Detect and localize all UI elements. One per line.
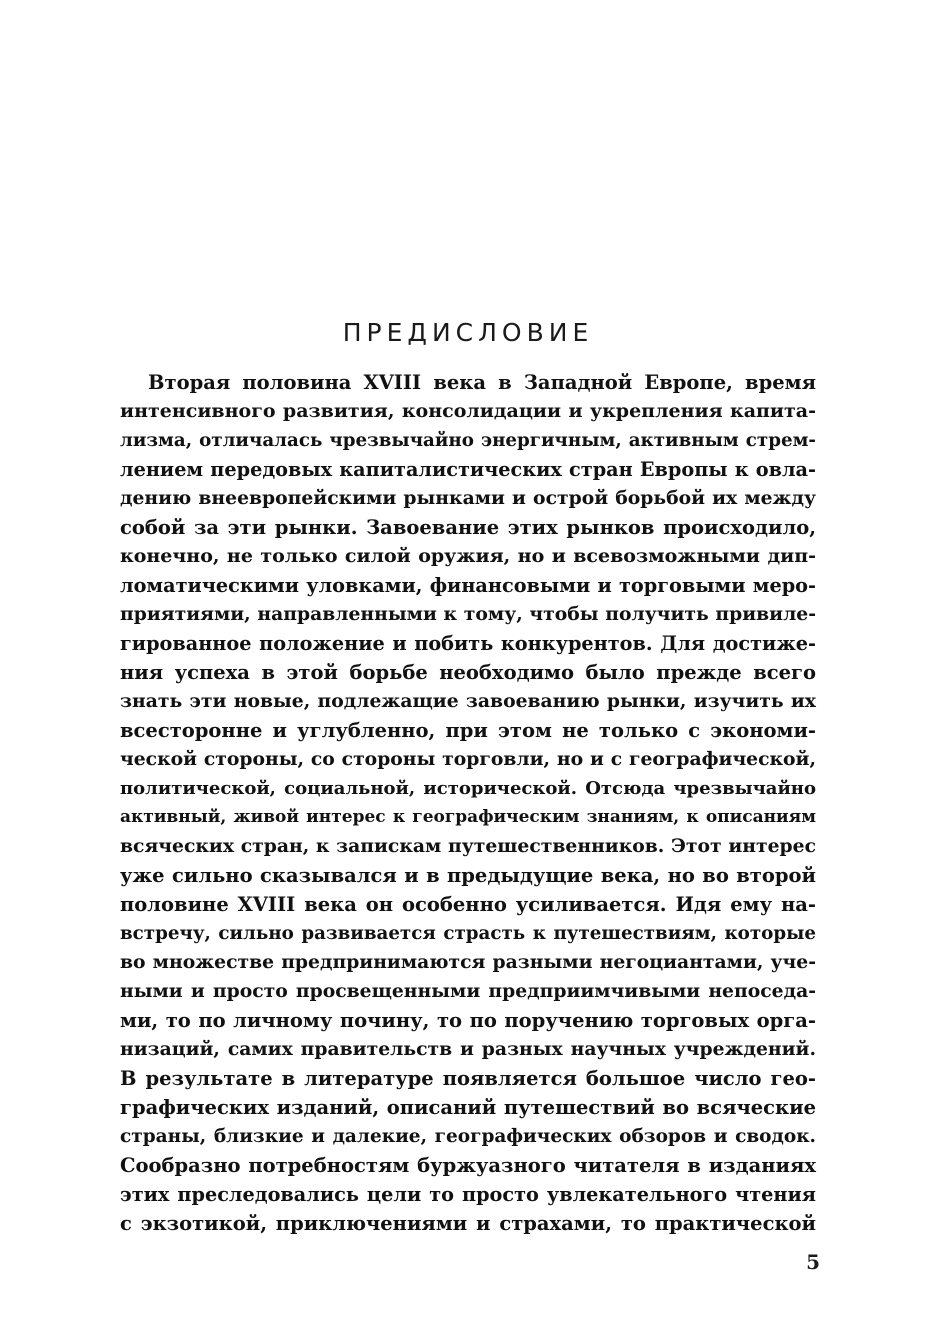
text-line: Вторая половина XVIII века в Западной Европе, время xyxy=(148,371,816,394)
text-line: этих преследовались цели то просто увлекательного чтения xyxy=(120,1183,816,1206)
text-line: половине XVIII века он особенно усиливается. Идя ему на- xyxy=(120,893,816,916)
text-line: собой за эти рынки. Завоевание этих рынков происходило, xyxy=(120,516,816,539)
text-line: встречу, сильно развивается страсть к путешествиям, которые xyxy=(120,923,816,944)
text-line: конечно, не только силой оружия, но и всевозможными дип- xyxy=(120,545,816,567)
preface-body xyxy=(120,368,816,1238)
text-line: ломатическими уловками, финансовыми и торговыми меро- xyxy=(120,574,816,597)
text-line: ми, то по личному почину, то по поручению торговых орга- xyxy=(120,1009,816,1032)
text-line: ческой стороны, со стороны торговли, но и с географической, xyxy=(120,748,816,770)
text-line: активный, живой интерес к географическим знаниям, к описаниям xyxy=(120,807,816,827)
text-line: с экзотикой, приключениями и страхами, то практической xyxy=(120,1212,816,1235)
text-line: низаций, самих правительств и разных научных учреждений. xyxy=(120,1038,816,1060)
text-line: политической, социальной, исторической. Отсюда чрезвычайно xyxy=(120,778,816,799)
text-line: графических изданий, описаний путешествий во всяческие xyxy=(120,1096,816,1119)
text-line: всесторонне и углубленно, при этом не только с экономи- xyxy=(120,719,816,742)
text-line: во множестве предпринимаются разными негоциантами, уче- xyxy=(120,951,816,973)
text-line: лением передовых капиталистических стран Европы к овла- xyxy=(120,458,816,481)
text-line: В результате в литературе появляется большое число гео- xyxy=(120,1067,816,1090)
text-line: всяческих стран, к запискам путешественников. Этот интерес xyxy=(120,835,816,857)
text-line: гированное положение и побить конкурентов. Для достиже- xyxy=(120,632,816,655)
text-line: лизма, отличалась чрезвычайно энергичным, активным стрем- xyxy=(120,430,816,451)
text-line: дению внеевропейскими рынками и острой борьбой их между xyxy=(120,487,816,509)
text-line: Сообразно потребностям буржуазного читателя в изданиях xyxy=(120,1154,816,1177)
text-line: уже сильно сказывался и в предыдущие века, но во второй xyxy=(120,864,816,887)
text-line: знать эти новые, подлежащие завоеванию рынки, изучить их xyxy=(120,690,816,712)
text-line: ными и просто просвещенными предприимчивыми непоседа- xyxy=(120,980,816,1002)
text-line: ния успеха в этой борьбе необходимо было прежде всего xyxy=(120,661,816,684)
page-number: 5 xyxy=(806,1250,820,1274)
page-title: ПРЕДИСЛОВИЕ xyxy=(342,318,594,347)
text-line: приятиями, направленными к тому, чтобы получить привиле- xyxy=(120,603,816,625)
text-line: интенсивного развития, консолидации и укрепления капита- xyxy=(120,400,816,422)
text-line: страны, близкие и далекие, географических обзоров и сводок. xyxy=(120,1126,816,1147)
